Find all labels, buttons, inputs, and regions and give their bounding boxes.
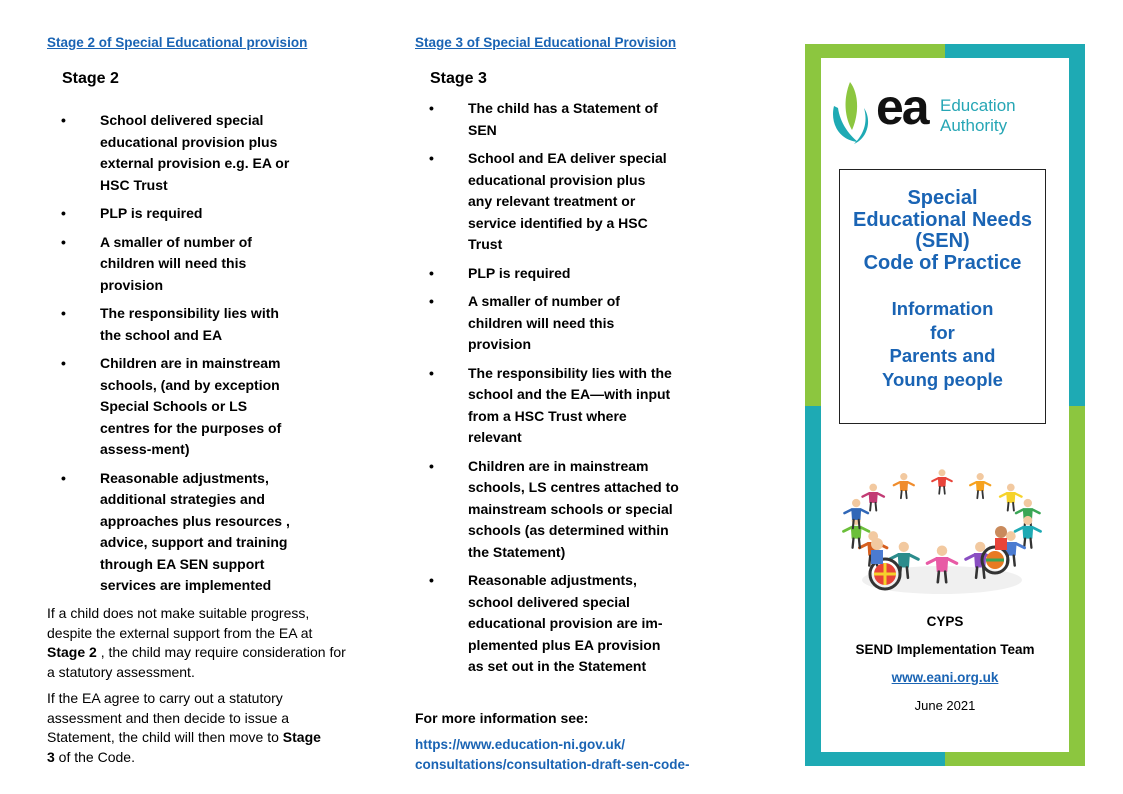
stage-2-bullet-list [47,110,347,604]
list-item: • PLP is required [47,203,300,225]
frame-top-green [805,44,945,58]
child-figure [1015,516,1040,548]
list-item: • The child has a Statement of SEN [415,98,668,141]
stage-2-progress-paragraph: If a child does not make suitable progress, despite the external support from the EA at Stage 2 , the child may require consideration for a statutory assessment. [47,605,346,680]
list-item: • PLP is required [415,263,668,285]
frame-bottom-green [945,752,1085,766]
ea-logo [828,78,1028,148]
stage-2-section-link[interactable]: Stage 2 of Special Educational provision [47,35,308,50]
stage-3-section-link[interactable]: Stage 3 of Special Educational Provision [415,35,677,50]
child-figure [843,516,868,548]
list-item: • Children are in mainstream schools, (and by exception Special Schools or LS centres for the purposes of assess-ment) [47,353,295,461]
children-circle-illustration [833,462,1051,600]
website-link[interactable]: www.eani.org.uk [891,670,999,685]
child-figure [894,473,914,498]
more-info-heading: For more information see: [415,710,589,726]
list-item: • The responsibility lies with the school and EA [47,303,290,346]
more-info-link[interactable]: https://www.education-ni.gov.uk/ consultations/consultation-draft-sen-code- [415,737,690,772]
stage-2-heading: Stage 2 [62,70,119,87]
child-figure [862,484,884,511]
frame-bottom-teal [805,752,945,766]
list-item: • School delivered special educational provision plus external provision e.g. EA or HSC Trust [47,110,300,196]
stage-3-bullet-list [415,98,715,685]
document-title: Special Educational Needs (SEN) Code of Practice [853,187,1032,274]
list-item: • School and EA deliver special educational provision plus any relevant treatment or service identified by a HSC Trust [415,148,668,256]
list-item: • Children are in mainstream schools, LS centres attached to mainstream schools or special schools (as determined within the Statement) [415,456,680,564]
list-item: • The responsibility lies with the school and the EA—with input from a HSC Trust where relevant [415,363,678,449]
child-figure [970,473,990,498]
list-item: • Reasonable adjustments, additional strategies and approaches plus resources , advice, support and training through EA SEN support services are implemented [47,468,295,597]
list-item: • A smaller of number of children will need this provision [47,232,270,297]
publication-date: June 2021 [914,698,976,713]
statement-paragraph: If the EA agree to carry out a statutory assessment and then decide to issue a Statement, the child will then move to Stage 3 of the Code. [47,690,321,765]
org-name: CYPS [926,614,964,629]
title-box [839,169,1046,424]
team-name: SEND Implementation Team [855,642,1035,657]
logo-text: Education Authority [940,96,1016,135]
child-figure [932,469,952,494]
document-subtitle: Information for Parents and Young people [882,298,1003,390]
wheelchair-icon [982,526,1008,573]
ea-leaf-icon [828,78,874,148]
frame-top-teal [945,44,1085,58]
list-item: • Reasonable adjustments, school delivered special educational provision are im-plemented plus EA provision as set out in the Statement [415,570,673,678]
child-figure [1000,484,1022,511]
list-item: • A smaller of number of children will need this provision [415,291,638,356]
frame-right-teal [1069,44,1085,406]
logo-mark: ea [876,79,928,135]
stage-3-heading: Stage 3 [430,70,487,87]
frame-left-green [805,44,821,406]
